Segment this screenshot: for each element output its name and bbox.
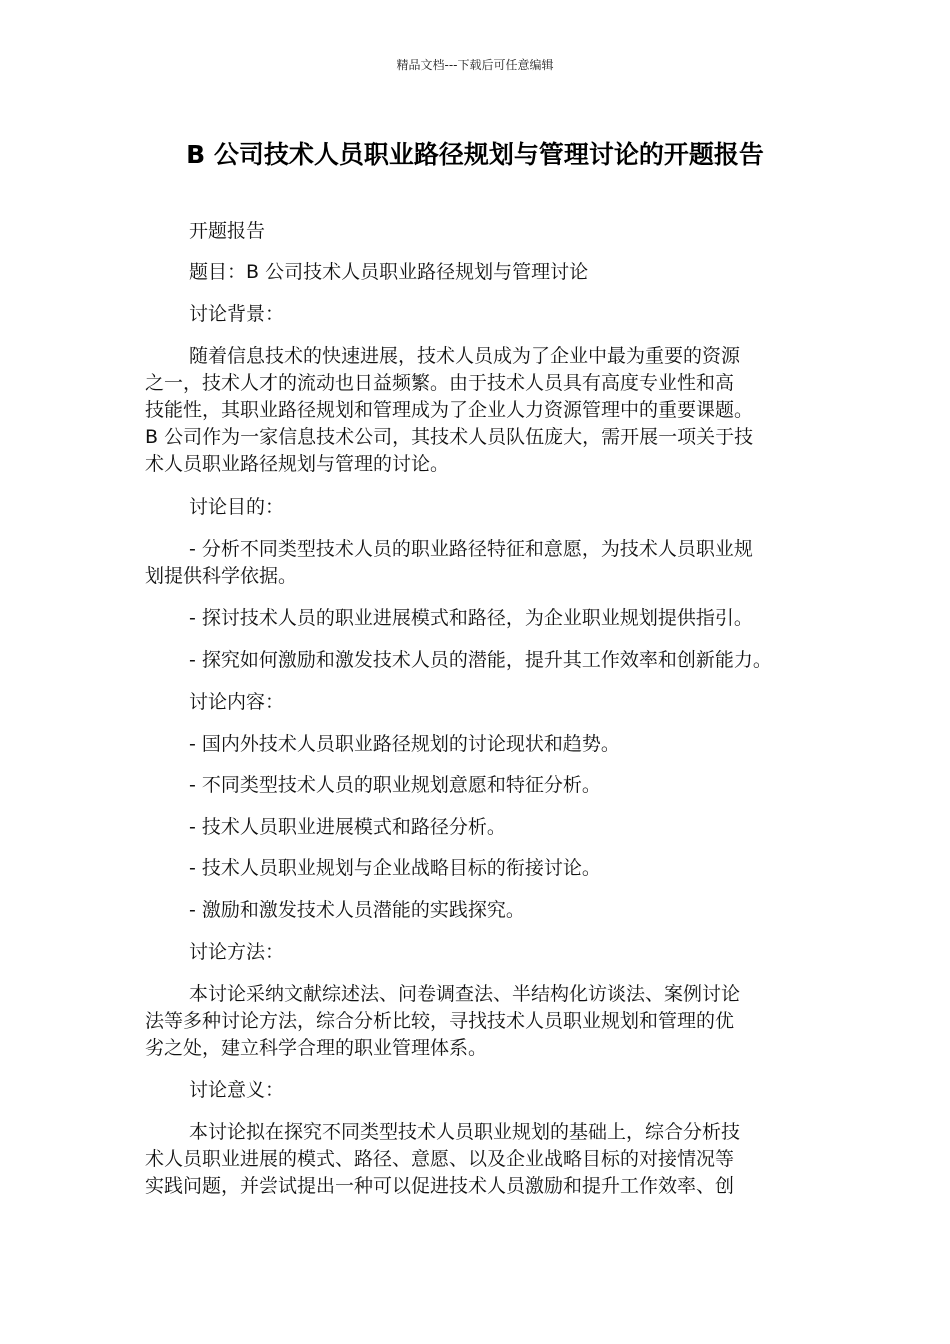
method-heading: 讨论方法： (189, 941, 285, 963)
significance-line: 实践问题，并尝试提出一种可以促进技术人员激励和提升工作效率、创 (145, 1175, 735, 1197)
content-item: - 不同类型技术人员的职业规划意愿和特征分析。 (189, 774, 601, 796)
significance-heading: 讨论意义： (189, 1079, 285, 1101)
method-line: 劣之处，建立科学合理的职业管理体系。 (145, 1037, 488, 1059)
section-label: 开题报告 (189, 220, 266, 242)
method-line: 本讨论采纳文献综述法、问卷调查法、半结构化访谈法、案例讨论 (189, 983, 741, 1005)
content-item: - 国内外技术人员职业路径规划的讨论现状和趋势。 (189, 733, 620, 755)
background-line: 随着信息技术的快速进展，技术人员成为了企业中最为重要的资源 (189, 345, 741, 367)
purpose-heading: 讨论目的： (189, 496, 285, 518)
method-line: 法等多种讨论方法，综合分析比较，寻找技术人员职业规划和管理的优 (145, 1010, 735, 1032)
purpose-item: - 探究如何激励和激发技术人员的潜能，提升其工作效率和创新能力。 (189, 649, 772, 671)
document-title: B 公司技术人员职业路径规划与管理讨论的开题报告 (186, 140, 764, 169)
background-heading: 讨论背景： (189, 303, 285, 325)
content-item: - 激励和激发技术人员潜能的实践探究。 (189, 899, 525, 921)
page-header: 精品文档---下载后可任意编辑 (396, 58, 554, 72)
content-item: - 技术人员职业规划与企业战略目标的衔接讨论。 (189, 857, 601, 879)
background-line: 技能性，其职业路径规划和管理成为了企业人力资源管理中的重要课题。 (145, 399, 754, 421)
purpose-item: - 探讨技术人员的职业进展模式和路径，为企业职业规划提供指引。 (189, 607, 753, 629)
topic-line: 题目：B 公司技术人员职业路径规划与管理讨论 (189, 261, 589, 283)
purpose-item: - 分析不同类型技术人员的职业路径特征和意愿，为技术人员职业规 (189, 538, 753, 560)
purpose-item: 划提供科学依据。 (145, 565, 298, 587)
significance-line: 术人员职业进展的模式、路径、意愿、以及企业战略目标的对接情况等 (145, 1148, 735, 1170)
background-line: 之一，技术人才的流动也日益频繁。由于技术人员具有高度专业性和高 (145, 372, 735, 394)
content-heading: 讨论内容： (189, 691, 285, 713)
background-line: B 公司作为一家信息技术公司，其技术人员队伍庞大，需开展一项关于技 (145, 426, 754, 448)
background-line: 术人员职业路径规划与管理的讨论。 (145, 453, 450, 475)
significance-line: 本讨论拟在探究不同类型技术人员职业规划的基础上，综合分析技 (189, 1121, 741, 1143)
content-item: - 技术人员职业进展模式和路径分析。 (189, 816, 506, 838)
